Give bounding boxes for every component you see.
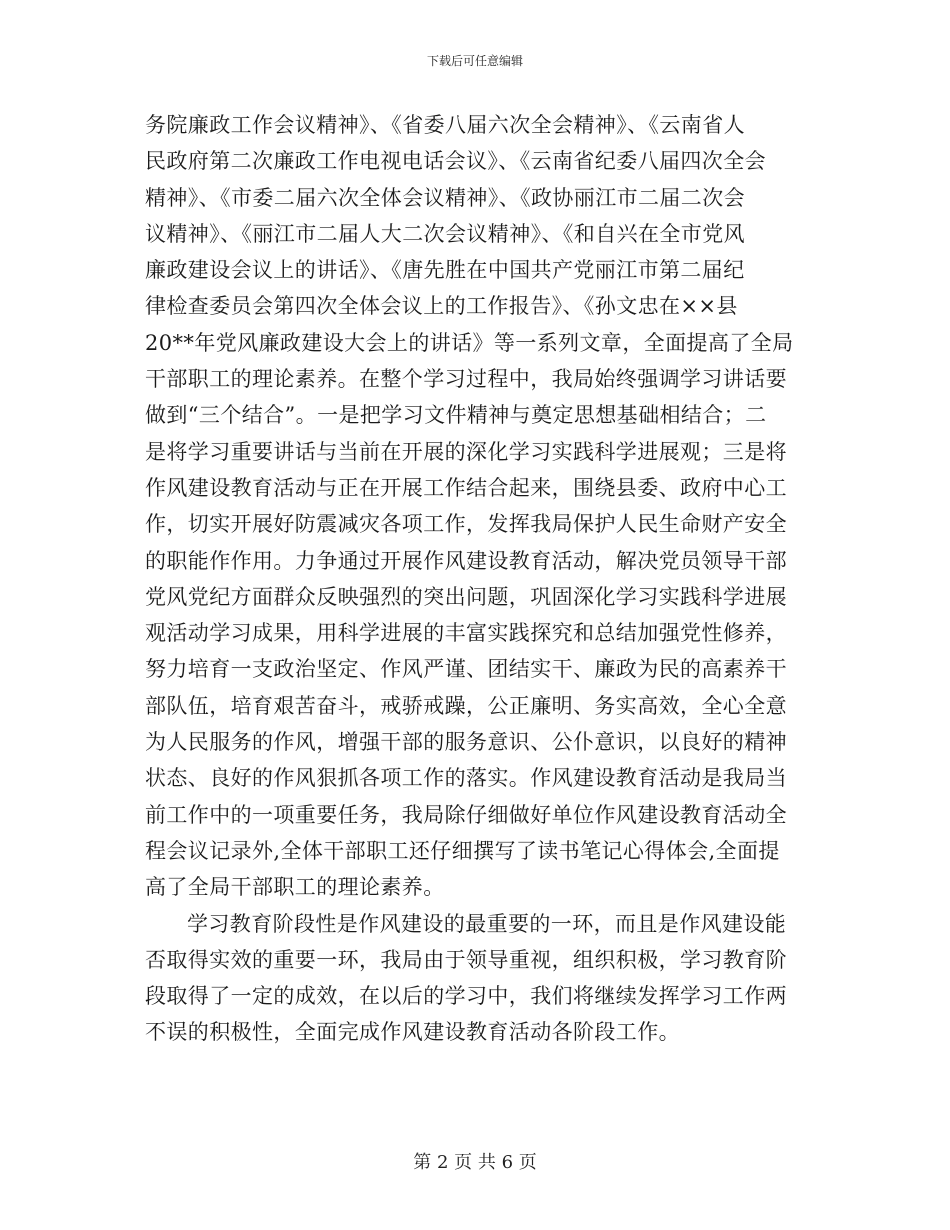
text-line: 做到“三个结合”。一是把学习文件精神与奠定思想基础相结合；二	[145, 403, 767, 428]
text-line: 不误的积极性，全面完成作风建设教育活动各阶段工作。	[145, 1020, 680, 1045]
text-line: 干部职工的理论素养。在整个学习过程中，我局始终强调学习讲话要	[145, 367, 787, 392]
document-body	[145, 107, 805, 1051]
text-line: 段取得了一定的成效，在以后的学习中，我们将继续发挥学习工作两	[145, 984, 787, 1009]
page-header: 下载后可任意编辑	[426, 54, 523, 68]
text-line: 程会议记录外,全体干部职工还仔细撰写了读书笔记心得体会,全面提	[145, 838, 780, 863]
text-line: 务院廉政工作会议精神》、《省委八届六次全会精神》、《云南省人	[145, 113, 745, 137]
text-line: 党风党纪方面群众反映强烈的突出问题，巩固深化学习实践科学进展	[145, 584, 787, 609]
text-line: 民政府第二次廉政工作电视电话会议》、《云南省纪委八届四次全会	[145, 149, 766, 174]
text-line: 精神》、《市委二届六次全体会议精神》、《政协丽江市二届二次会	[145, 185, 745, 210]
text-line: 是将学习重要讲话与当前在开展的深化学习实践科学进展观；三是将	[145, 439, 787, 464]
text-line: 状态、良好的作风狠抓各项工作的落实。作风建设教育活动是我局当	[145, 766, 787, 791]
text-line: 作，切实开展好防震减灾各项工作，发挥我局保护人民生命财产安全	[145, 512, 787, 537]
text-line: 高了全局干部职工的理论素养。	[145, 875, 445, 900]
paragraph-1	[145, 107, 805, 906]
text-line: 观活动学习成果，用科学进展的丰富实践探究和总结加强党性修养，	[145, 621, 787, 646]
text-line: 为人民服务的作风，增强干部的服务意识、公仆意识，以良好的精神	[145, 730, 787, 755]
text-line: 律检查委员会第四次全体会议上的工作报告》、《孙文忠在××县	[145, 294, 738, 319]
text-line: 的职能作作用。力争通过开展作风建设教育活动，解决党员领导干部	[145, 548, 787, 573]
text-line: 学习教育阶段性是作风建设的最重要的一环，而且是作风建设能	[187, 911, 787, 936]
page-footer: 第 2 页 共 6 页	[413, 1152, 537, 1173]
text-line: 廉政建设会议上的讲话》、《唐先胜在中国共产党丽江市第二届纪	[145, 258, 745, 283]
text-line: 努力培育一支政治坚定、作风严谨、团结实干、廉政为民的高素养干	[145, 657, 787, 682]
text-line: 前工作中的一项重要任务，我局除仔细做好单位作风建设教育活动全	[145, 802, 787, 827]
paragraph-2	[145, 906, 805, 1051]
text-line: 20**年党风廉政建设大会上的讲话》等一系列文章，全面提高了全局	[145, 330, 794, 355]
text-line: 作风建设教育活动与正在开展工作结合起来，围绕县委、政府中心工	[145, 475, 787, 500]
text-line: 部队伍，培育艰苦奋斗，戒骄戒躁，公正廉明、务实高效，全心全意	[145, 693, 787, 718]
text-line: 否取得实效的重要一环，我局由于领导重视，组织积极，学习教育阶	[145, 947, 787, 972]
text-line: 议精神》、《丽江市二届人大二次会议精神》、《和自兴在全市党风	[145, 221, 745, 246]
